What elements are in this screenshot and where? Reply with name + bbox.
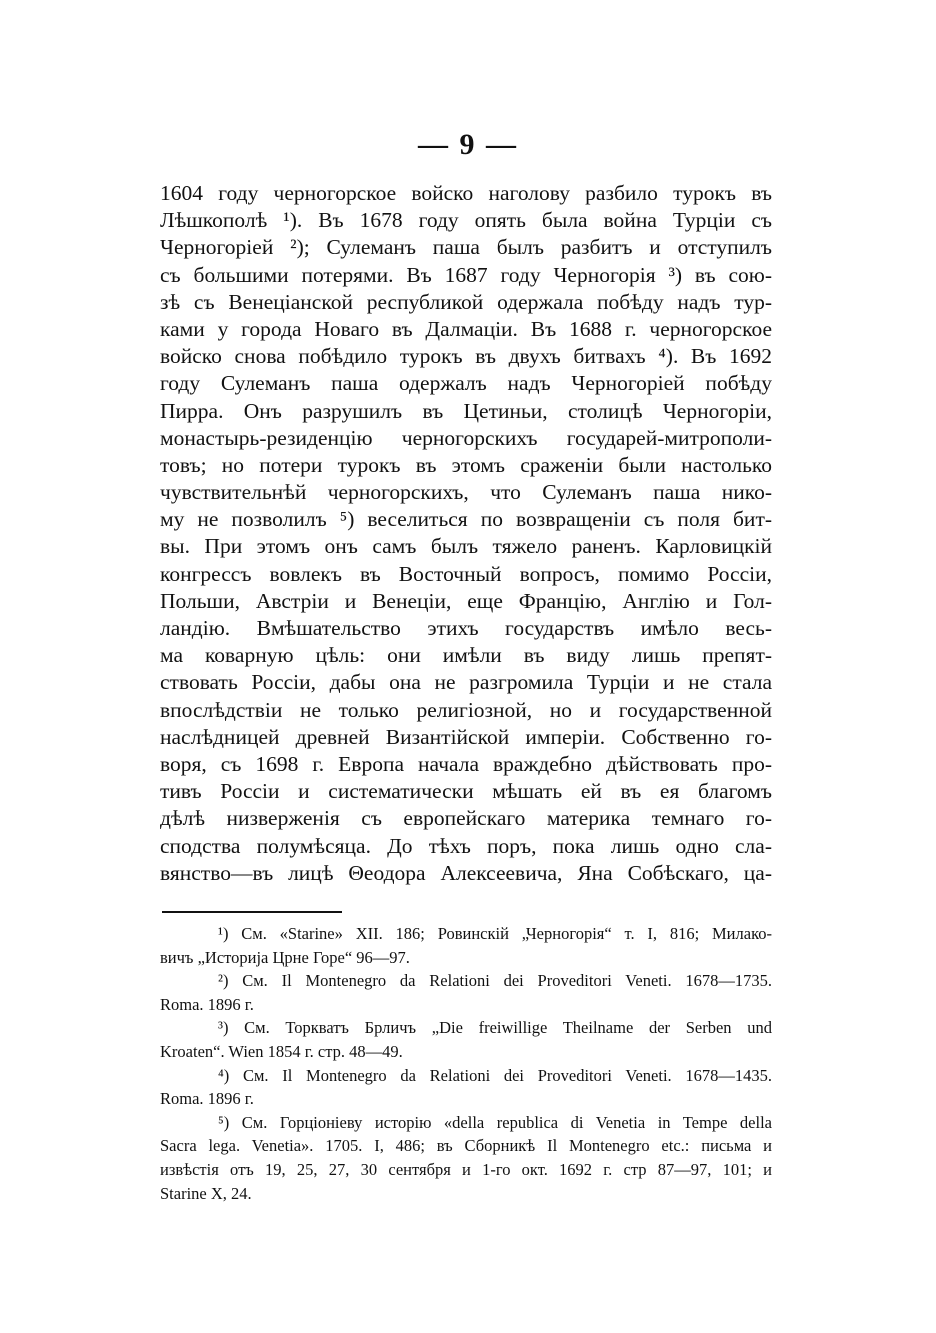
text-line: тивъ Россіи и систематически мѣшать ей въ ея благомъ xyxy=(160,779,772,804)
text-line: Пирра. Онъ разрушилъ въ Цетиньи, столицѣ Черногоріи, xyxy=(160,398,772,423)
text-line: конгрессъ вовлекъ въ Восточный вопросъ, помимо Россіи, xyxy=(160,561,772,586)
footnote-line: ³) См. Торкватъ Брличъ „Die freiwillige Theilname der Serben und xyxy=(218,1018,772,1038)
page-number: — 9 — xyxy=(418,128,518,161)
text-line: году Сулеманъ паша одержалъ надъ Черногоріей побѣду xyxy=(160,371,772,396)
text-line: наслѣдницей древней Византійской имперіи. Собственно го- xyxy=(160,724,772,749)
text-line: вы. При этомъ онъ самъ былъ тяжело раненъ. Карловицкій xyxy=(160,534,772,559)
footnote-line: извѣстія отъ 19, 25, 27, 30 сентября и 1-го окт. 1692 г. стр 87—97, 101; и xyxy=(160,1159,772,1179)
footnote-line: ⁵) См. Горціоніеву исторію «della republica di Venetia in Tempe della xyxy=(218,1112,772,1132)
footnote-line: ²) См. Il Montenegro da Relationi dei Proveditori Veneti. 1678—1735. xyxy=(218,971,772,991)
text-line: 1604 году черногорское войско наголову разбило турокъ въ xyxy=(160,181,772,205)
text-line: му не позволилъ ⁵) веселиться по возвращеніи съ поля бит- xyxy=(160,507,772,532)
text-line: ландію. Вмѣшательство этихъ государствъ имѣло весь- xyxy=(160,616,772,640)
footnote-line: ⁴) См. Il Montenegro da Relationi dei Proveditori Veneti. 1678—1435. xyxy=(218,1065,772,1085)
footnote-line: Starine X, 24. xyxy=(160,1183,252,1203)
footnote-line: Kroaten“. Wien 1854 г. стр. 48—49. xyxy=(160,1041,403,1061)
text-line: впослѣдствіи не только религіозной, но и государственной xyxy=(160,697,772,722)
text-line: Лѣшкополѣ ¹). Въ 1678 году опять была война Турціи съ xyxy=(160,208,772,233)
footnote-line: Sacra lega. Venetia». 1705. I, 486; въ Сборникѣ Il Montenegro etc.: письма и xyxy=(160,1136,772,1156)
text-line: воря, съ 1698 г. Европа начала враждебно дѣйствовать про- xyxy=(160,751,772,776)
text-line: чувствительнѣй черногорскихъ, что Сулеманъ паша нико- xyxy=(160,480,772,505)
text-line: сподства полумѣсяца. До тѣхъ поръ, пока лишь одно сла- xyxy=(160,833,772,858)
footnote-line: вичъ „Историја Црне Горе“ 96—97. xyxy=(160,947,410,967)
footnote-line: Roma. 1896 г. xyxy=(160,1089,254,1109)
footnote-divider xyxy=(162,911,342,913)
body-text xyxy=(160,180,772,887)
text-line: съ большими потерями. Въ 1687 году Черногорія ³) въ сою- xyxy=(160,262,772,287)
text-line: Черногоріей ²); Сулеманъ паша былъ разбитъ и отступилъ xyxy=(160,235,772,260)
text-line: монастырь-резиденцію черногорскихъ государей-митрополи- xyxy=(160,425,772,450)
text-line: ками у города Новаго въ Далмаціи. Въ 1688 г. черногорское xyxy=(160,316,772,341)
text-line: вянство—въ лицѣ Θеодора Алексеевича, Яна Собѣскаго, ца- xyxy=(160,860,772,885)
text-line: зѣ съ Венеціанской республикой одержала побѣду надъ тур- xyxy=(160,289,772,314)
text-line: дѣлѣ низверженія съ европейскаго материка темнаго го- xyxy=(160,806,772,831)
footnote-line: ¹) См. «Starine» XII. 186; Ровинскій „Черногорія“ т. I, 816; Милако- xyxy=(218,924,772,943)
text-line: ствовать Россіи, дабы она не разгромила Турціи и не стала xyxy=(160,670,772,695)
footnotes xyxy=(160,922,772,1205)
text-line: Польши, Австріи и Венеціи, еще Францію, Англію и Гол- xyxy=(160,588,772,613)
text-line: товъ; но потери турокъ въ этомъ сраженіи были настолько xyxy=(160,452,772,477)
footnote-line: Roma. 1896 г. xyxy=(160,994,254,1014)
text-line: ма коварную цѣль: они имѣли въ виду лишь препят- xyxy=(160,643,772,668)
text-line: войско снова побѣдило турокъ въ двухъ битвахъ ⁴). Въ 1692 xyxy=(160,344,772,369)
